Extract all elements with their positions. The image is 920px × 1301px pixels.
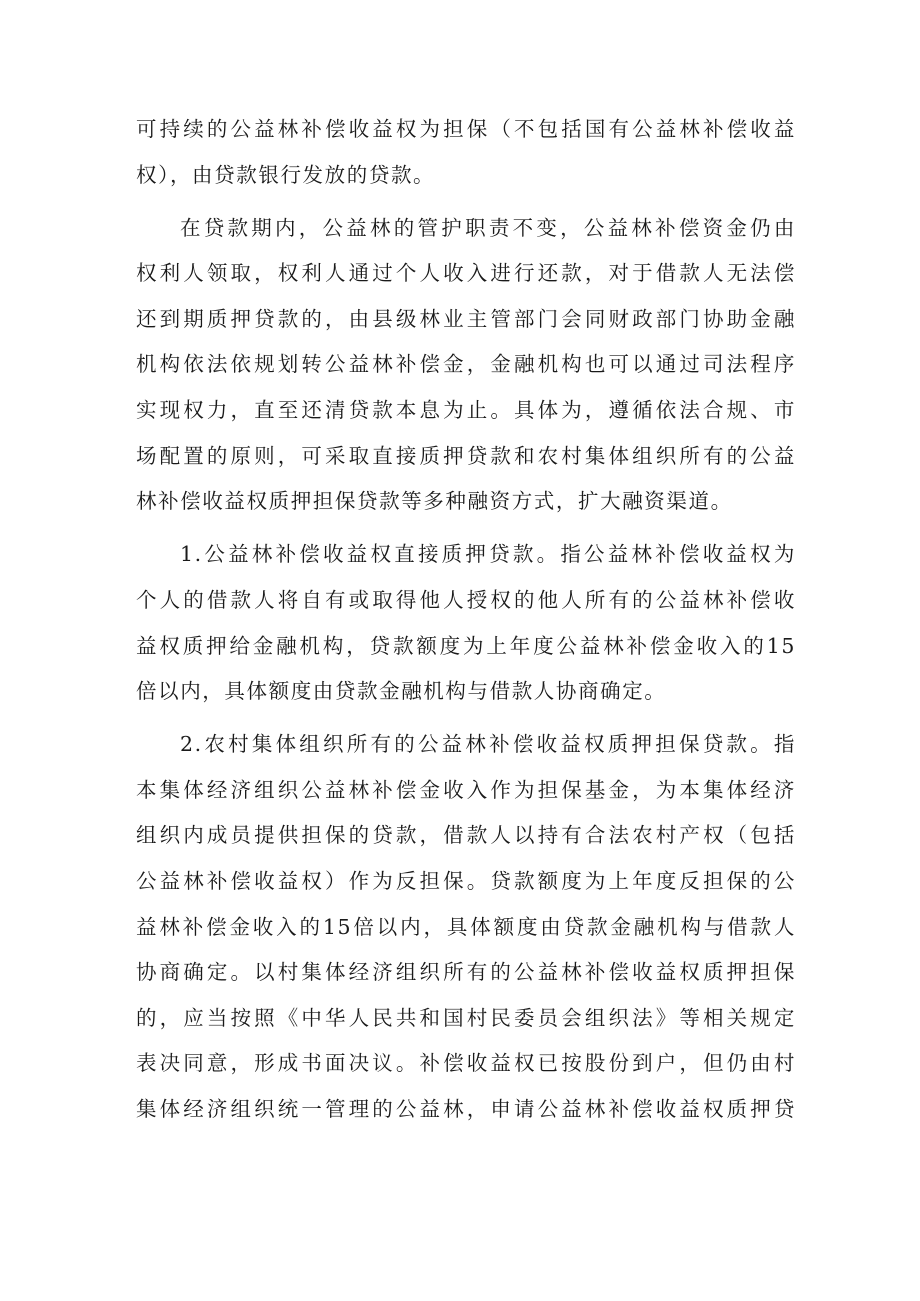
text-line: 本集体经济组织公益林补偿金收入作为担保基金，为本集体经济: [136, 777, 796, 802]
paragraph-continuation: [136, 107, 796, 198]
text-line: 益林补偿金收入的15倍以内，具体额度由贷款金融机构与借款人: [136, 914, 796, 939]
text-line: 组织内成员提供担保的贷款，借款人以持有合法农村产权（包括: [136, 823, 796, 848]
text-line: 协商确定。以村集体经济组织所有的公益林补偿收益权质押担保: [136, 960, 796, 985]
text-line: 2.农村集体组织所有的公益林补偿收益权质押担保贷款。指: [180, 732, 796, 757]
text-line: 的，应当按照《中华人民共和国村民委员会组织法》等相关规定: [136, 1005, 796, 1030]
text-line: 场配置的原则，可采取直接质押贷款和农村集体组织所有的公益: [136, 443, 796, 468]
text-line: 1.公益林补偿收益权直接质押贷款。指公益林补偿收益权为: [180, 542, 796, 567]
text-line: 林补偿收益权质押担保贷款等多种融资方式，扩大融资渠道。: [136, 489, 733, 514]
paragraph-gap: [136, 198, 796, 206]
text-line: 权），由贷款银行发放的贷款。: [136, 162, 436, 187]
text-line: 集体经济组织统一管理的公益林，申请公益林补偿收益权质押贷: [136, 1096, 796, 1121]
paragraph-gap: [136, 715, 796, 723]
text-line: 还到期质押贷款的，由县级林业主管部门会同财政部门协助金融: [136, 306, 796, 331]
text-line: 可持续的公益林补偿收益权为担保（不包括国有公益林补偿收益: [136, 117, 796, 141]
text-line: 公益林补偿收益权）作为反担保。贷款额度为上年度反担保的公: [136, 869, 796, 893]
text-line: 实现权力，直至还清贷款本息为止。具体为，遵循依法合规、市: [136, 398, 796, 423]
text-line: 权利人领取，权利人通过个人收入进行还款，对于借款人无法偿: [136, 261, 796, 286]
paragraph-item-2: [136, 722, 796, 1132]
paragraph-gap: [136, 525, 796, 533]
text-line: 倍以内，具体额度由贷款金融机构与借款人协商确定。: [136, 679, 667, 704]
document-body: [136, 107, 796, 1133]
text-line: 机构依法依规划转公益林补偿金，金融机构也可以通过司法程序: [136, 352, 796, 377]
text-line: 表决同意，形成书面决议。补偿收益权已按股份到户，但仍由村: [136, 1051, 796, 1076]
text-line: 个人的借款人将自有或取得他人授权的他人所有的公益林补偿收: [136, 587, 796, 612]
paragraph-item-1: [136, 532, 796, 714]
text-line: 益权质押给金融机构，贷款额度为上年度公益林补偿金收入的15: [136, 633, 796, 658]
paragraph-loan-period: [136, 206, 796, 525]
text-line: 在贷款期内，公益林的管护职责不变，公益林补偿资金仍由: [180, 215, 796, 240]
